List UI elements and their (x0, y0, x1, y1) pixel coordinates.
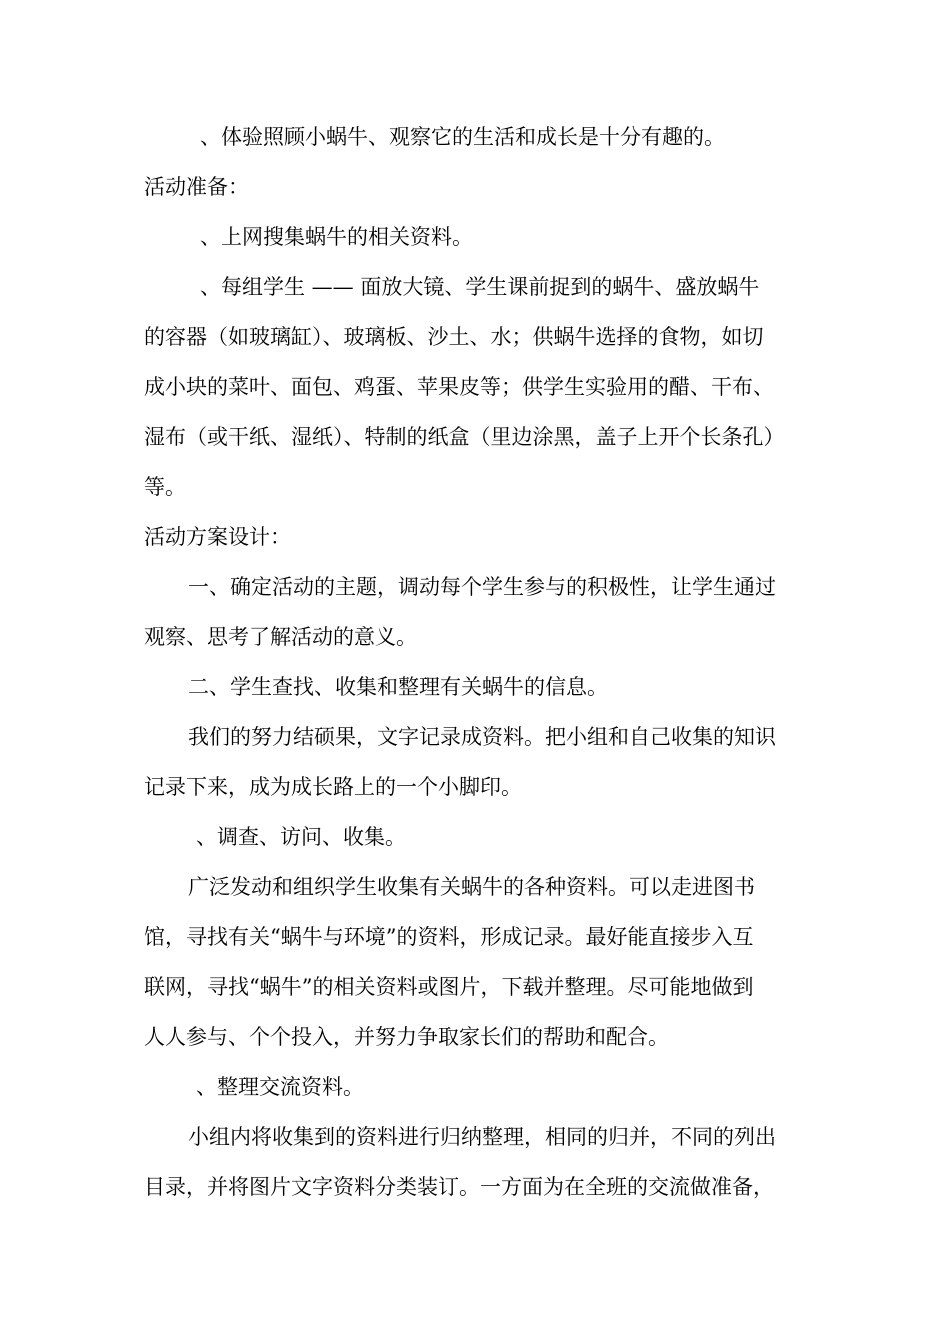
text-line: 、体验照顾小蜗牛、观察它的生活和成长是十分有趣的。 (200, 125, 725, 149)
text-line: 目录，并将图片文字资料分类装订。一方面为在全班的交流做准备， (144, 1175, 774, 1199)
text-line: 广泛发动和组织学生收集有关蜗牛的各种资料。可以走进图书 (188, 875, 755, 899)
text-line: 一、确定活动的主题，调动每个学生参与的积极性，让学生通过 (188, 575, 776, 599)
text-line: 联网，寻找“蜗牛”的相关资料或图片，下载并整理。尽可能地做到 (144, 975, 754, 999)
text-line: 、上网搜集蜗牛的相关资料。 (200, 225, 473, 249)
section-heading: 活动准备： (144, 175, 249, 199)
text-line: 我们的努力结硕果，文字记录成资料。把小组和自己收集的知识 (188, 725, 776, 749)
text-line: 、整理交流资料。 (196, 1075, 364, 1099)
text-line: 等。 (144, 475, 186, 499)
text-line: 湿布（或干纸、湿纸）、特制的纸盒（里边涂黑，盖子上开个长条孔） (144, 425, 785, 449)
text-line: 、每组学生 —— 面放大镜、学生课前捉到的蜗牛、盛放蜗牛 (200, 275, 760, 299)
text-line: 人人参与、个个投入，并努力争取家长们的帮助和配合。 (144, 1025, 669, 1049)
text-line: 馆，寻找有关“蜗牛与环境”的资料，形成记录。最好能直接步入互 (144, 925, 754, 949)
text-line: 观察、思考了解活动的意义。 (144, 625, 417, 649)
text-line: 成小块的菜叶、面包、鸡蛋、苹果皮等；供学生实验用的醋、干布、 (144, 375, 774, 399)
text-line: 的容器（如玻璃缸）、玻璃板、沙土、水；供蜗牛选择的食物，如切 (144, 325, 764, 349)
text-line: 小组内将收集到的资料进行归纳整理，相同的归并，不同的列出 (188, 1125, 776, 1149)
text-line: 二、学生查找、收集和整理有关蜗牛的信息。 (188, 675, 608, 699)
text-line: 、调查、访问、收集。 (196, 825, 406, 849)
section-heading: 活动方案设计： (144, 525, 291, 549)
text-line: 记录下来，成为成长路上的一个小脚印。 (144, 775, 522, 799)
